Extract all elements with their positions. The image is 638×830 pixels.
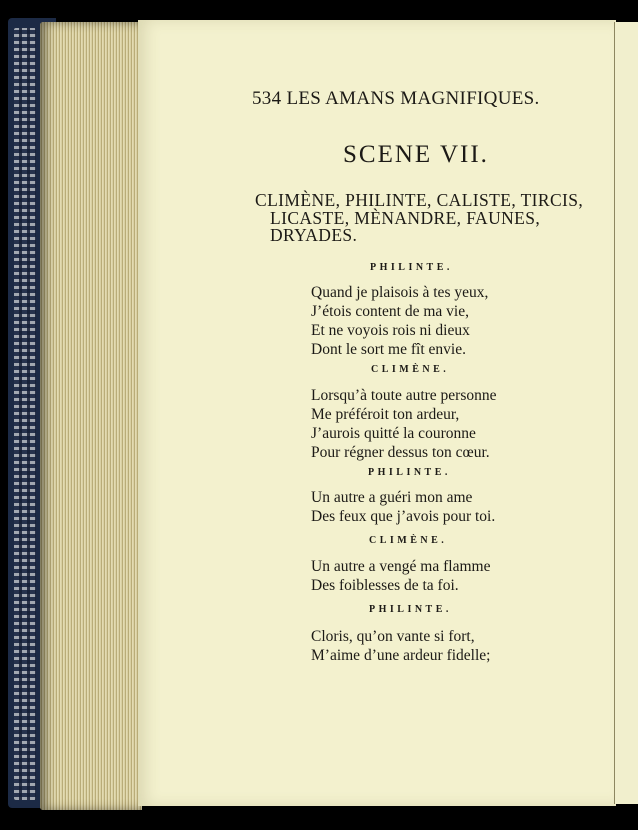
cast-line: LICASTE, MÈNANDRE, FAUNES, bbox=[270, 208, 541, 228]
cast-line: DRYADES. bbox=[270, 225, 358, 245]
verse-line: Me préféroit ton ardeur, bbox=[311, 406, 460, 423]
verse-line: Des feux que j’avois pour toi. bbox=[311, 508, 496, 525]
running-head: 534 LES AMANS MAGNIFIQUES. bbox=[252, 88, 540, 109]
verse-line: Cloris, qu’on vante si fort, bbox=[311, 628, 475, 645]
verse-line: J’aurois quitté la couronne bbox=[311, 425, 476, 442]
page-edges bbox=[40, 22, 142, 810]
verse-line: Lorsqu’à toute autre personne bbox=[311, 387, 497, 404]
spine-pattern bbox=[14, 28, 36, 800]
speaker-name: PHILINTE. bbox=[370, 262, 453, 273]
cast-line: CLIMÈNE, PHILINTE, CALISTE, TIRCIS, bbox=[255, 190, 584, 210]
verse-line: Des foiblesses de ta foi. bbox=[311, 577, 459, 594]
verse-line: Quand je plaisois à tes yeux, bbox=[311, 284, 489, 301]
verse-line: Dont le sort me fît envie. bbox=[311, 341, 466, 358]
verse-line: Un autre a guéri mon ame bbox=[311, 489, 473, 506]
scene-title: SCENE VII. bbox=[343, 141, 489, 168]
speaker-name: CLIMÈNE. bbox=[369, 535, 448, 546]
speaker-name: CLIMÈNE. bbox=[371, 364, 450, 375]
verse-line: Et ne voyois rois ni dieux bbox=[311, 322, 470, 339]
next-page-edge bbox=[614, 22, 638, 804]
speaker-name: PHILINTE. bbox=[368, 467, 451, 478]
verse-line: M’aime d’une ardeur fidelle; bbox=[311, 647, 491, 664]
verse-line: Un autre a vengé ma flamme bbox=[311, 558, 491, 575]
speaker-name: PHILINTE. bbox=[369, 604, 452, 615]
verse-line: Pour régner dessus ton cœur. bbox=[311, 444, 490, 461]
verse-line: J’étois content de ma vie, bbox=[311, 303, 469, 320]
